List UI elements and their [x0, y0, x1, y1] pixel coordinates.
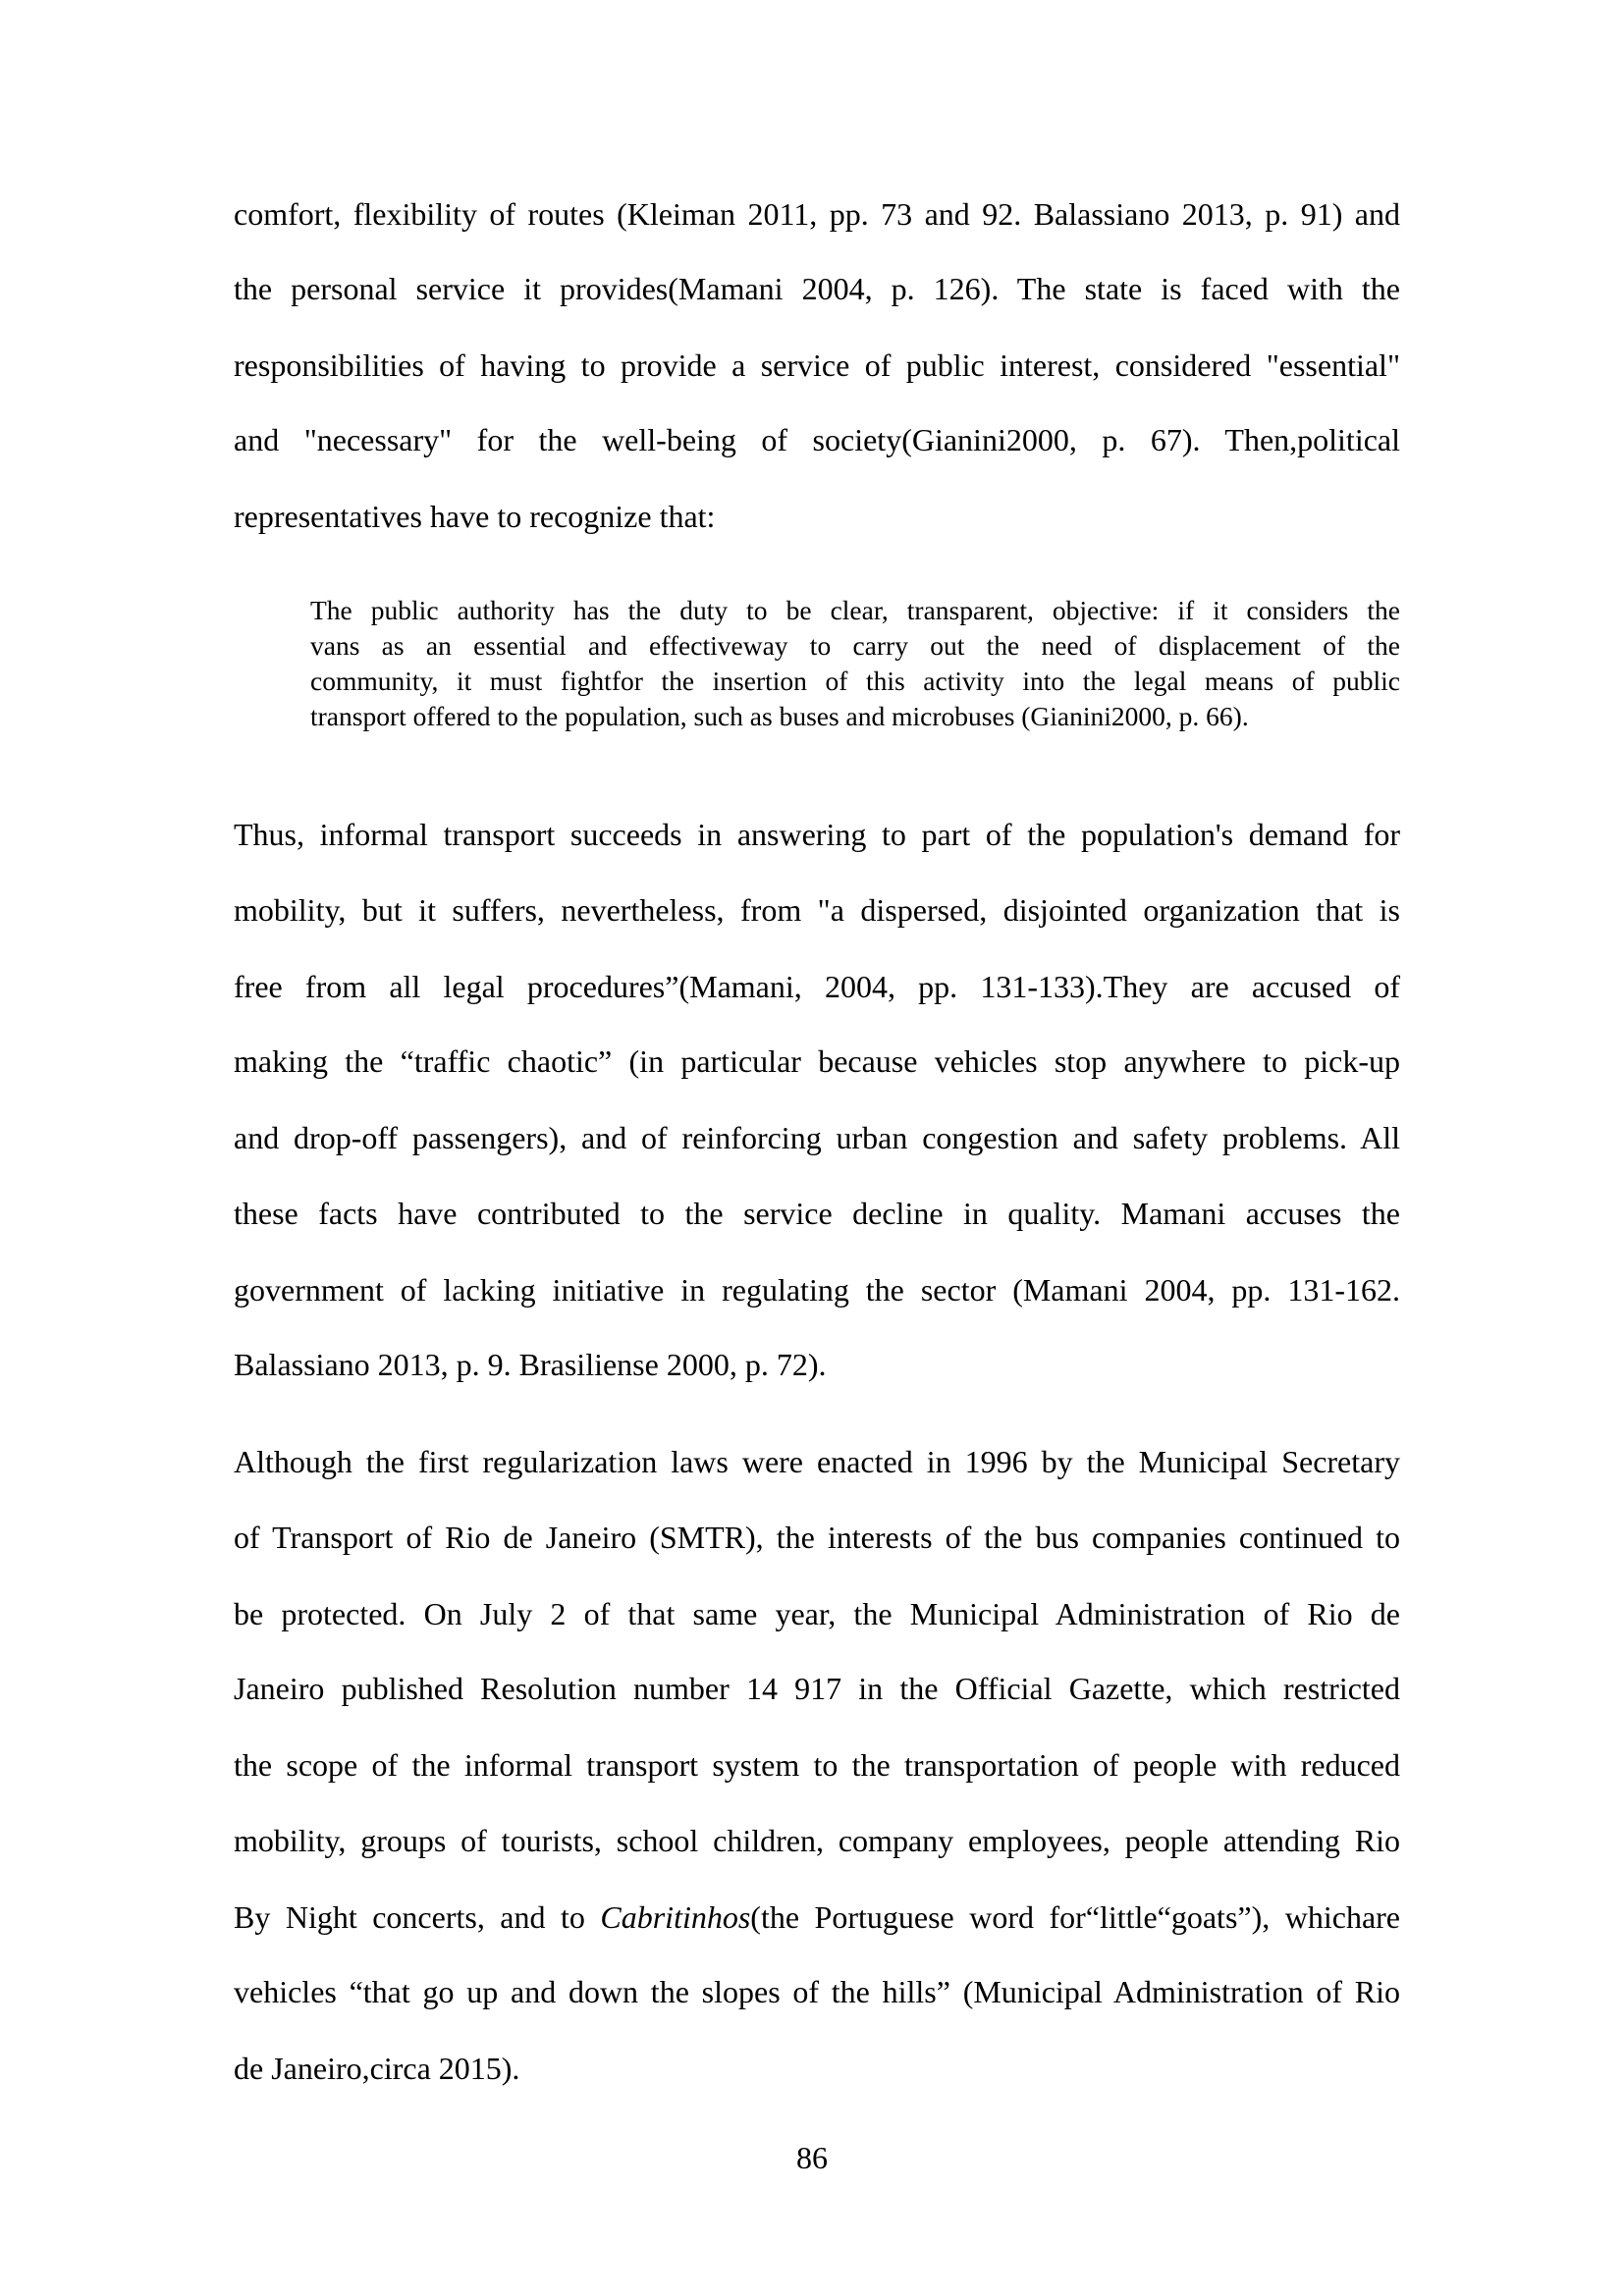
text-line: be protected. On July 2 of that same year, the Municipal Administration of Rio de — [234, 1596, 1400, 1631]
text-line: of Transport of Rio de Janeiro (SMTR), the interests of the bus companies continued to — [234, 1520, 1400, 1555]
text-segment: By Night concerts, and to — [234, 1899, 601, 1935]
text-line: mobility, but it suffers, nevertheless, from "a dispersed, disjointed organization that is — [234, 892, 1400, 928]
text-line — [234, 1897, 1400, 1937]
text-line: Although the first regularization laws were enacted in 1996 by the Municipal Secretary — [234, 1444, 1400, 1479]
text-line: government of lacking initiative in regulating the sector (Mamani 2004, pp. 131-162. — [234, 1272, 1400, 1308]
text-line: and drop-off passengers), and of reinforcing urban congestion and safety problems. All — [234, 1120, 1400, 1155]
quote-line: transport offered to the population, such as buses and microbuses (Gianini2000, p. 66). — [310, 701, 1249, 731]
text-line: comfort, flexibility of routes (Kleiman 2011, pp. 73 and 92. Balassiano 2013, p. 91) and — [234, 196, 1400, 232]
text-line: de Janeiro,circa 2015). — [234, 2051, 520, 2086]
quote-line: The public authority has the duty to be clear, transparent, objective: if it considers the — [310, 595, 1400, 625]
text-line: Thus, informal transport succeeds in answering to part of the population's demand for — [234, 817, 1400, 852]
text-line: the personal service it provides(Mamani 2004, p. 126). The state is faced with the — [234, 271, 1400, 306]
text-line: Balassiano 2013, p. 9. Brasiliense 2000, p. 72). — [234, 1347, 827, 1382]
text-line: representatives have to recognize that: — [234, 499, 716, 534]
quote-line: community, it must fightfor the insertion of this activity into the legal means of public — [310, 666, 1400, 696]
quote-line: vans as an essential and effectiveway to carry out the need of displacement of the — [310, 630, 1400, 661]
text-line: making the “traffic chaotic” (in particular because vehicles stop anywhere to pick-up — [234, 1043, 1400, 1079]
page-number: 86 — [796, 2140, 828, 2175]
text-line: these facts have contributed to the service decline in quality. Mamani accuses the — [234, 1196, 1400, 1231]
text-line: responsibilities of having to provide a service of public interest, considered "essential" — [234, 347, 1400, 383]
text-line: mobility, groups of tourists, school children, company employees, people attending Rio — [234, 1823, 1400, 1858]
text-line: vehicles “that go up and down the slopes of the hills” (Municipal Administration of Rio — [234, 1974, 1400, 2009]
text-line: the scope of the informal transport system to the transportation of people with reduced — [234, 1747, 1400, 1783]
italic-term: Cabritinhos — [600, 1899, 751, 1935]
text-segment: (the Portuguese word for“little“goats”), whichare — [750, 1899, 1401, 1935]
text-line: and "necessary" for the well-being of society(Gianini2000, p. 67). Then,political — [234, 422, 1400, 457]
text-line: free from all legal procedures”(Mamani, 2004, pp. 131-133).They are accused of — [234, 969, 1400, 1004]
text-line: Janeiro published Resolution number 14 917 in the Official Gazette, which restricted — [234, 1671, 1400, 1706]
